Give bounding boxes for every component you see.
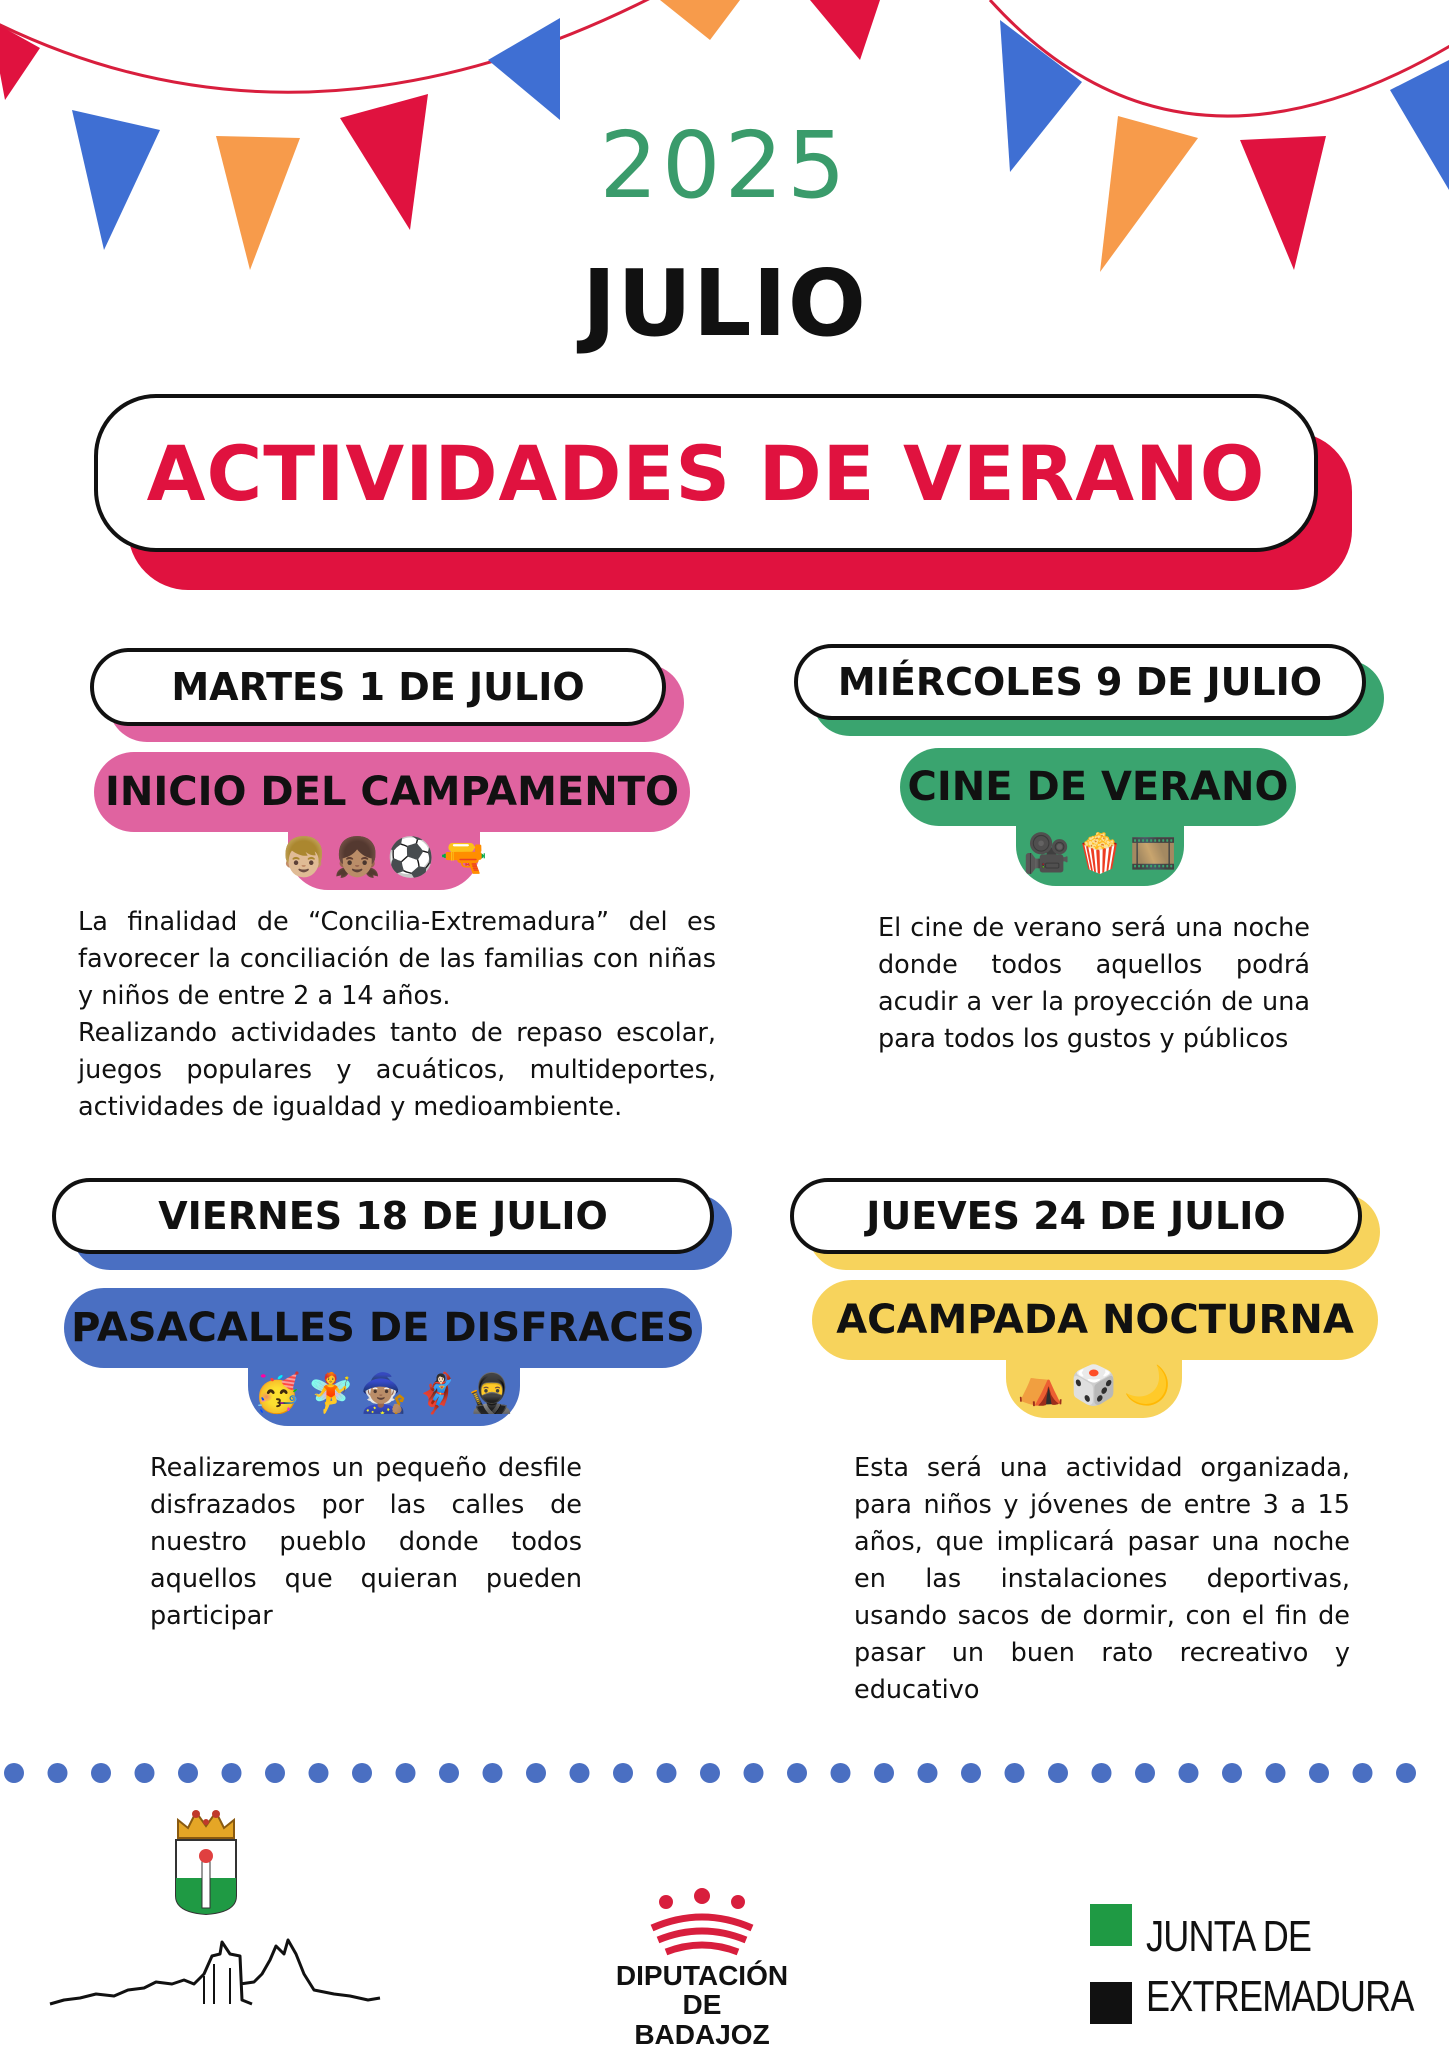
event-3-activity: PASACALLES DE DISFRACES [71, 1305, 695, 1351]
emoji-icon: 🍿 [1076, 830, 1124, 875]
diputacion-emblem-icon [612, 1888, 792, 1958]
event-3-description-p1: Realizaremos un pequeño desfile disfrazados por las calles de nuestro pueblo donde todos aquellos que quieran pueden participar [150, 1453, 582, 1631]
divider-dot [1092, 1763, 1112, 1783]
divider-dot [657, 1763, 677, 1783]
divider-dot [48, 1763, 68, 1783]
emoji-icon: 👦🏼 [280, 834, 328, 879]
event-4-description-p1: Esta será una actividad organizada, para niños y jóvenes de entre 3 a 15 años, que implicará pasar una noche en las instalaciones deportivas, usando sacos de dormir, con el fin de pasar un buen rato recreativo y educativo [854, 1453, 1350, 1705]
divider-dot [178, 1763, 198, 1783]
town-coat-of-arms-logo [44, 1804, 384, 2024]
emoji-icon: 🎲 [1070, 1362, 1118, 1407]
junta-black-square-icon [1090, 1982, 1132, 2024]
junta-name-line2: EXTREMADURA [1146, 1972, 1414, 2021]
divider-dot [1309, 1763, 1329, 1783]
divider-dot [135, 1763, 155, 1783]
divider-dot [352, 1763, 372, 1783]
divider-dot [1396, 1763, 1416, 1783]
divider-dot [396, 1763, 416, 1783]
event-1-description [78, 904, 716, 1126]
divider-dot [700, 1763, 720, 1783]
divider-dots [4, 1763, 1416, 1783]
event-1-date-pill [90, 648, 666, 726]
event-2-date-pill [794, 644, 1366, 720]
diputacion-name-line1: DIPUTACIÓN [615, 1960, 789, 1991]
emoji-icon: 🎞️ [1129, 830, 1177, 875]
divider-dot [831, 1763, 851, 1783]
event-4-description [854, 1450, 1350, 1709]
emoji-icon: 🎥 [1023, 830, 1071, 875]
event-4-emoji-tab [1006, 1352, 1182, 1418]
emoji-icon: 🥷 [466, 1370, 515, 1415]
divider-dot [570, 1763, 590, 1783]
event-2-activity: CINE DE VERANO [907, 764, 1289, 810]
event-4-date: JUEVES 24 DE JULIO [866, 1194, 1286, 1238]
month-heading: JULIO [582, 250, 867, 357]
emoji-icon: 🌙 [1123, 1362, 1171, 1407]
event-3-activity-pill [64, 1288, 702, 1368]
junta-name-line1: JUNTA DE [1146, 1912, 1312, 1961]
divider-dot [1048, 1763, 1068, 1783]
emoji-icon: 🧙🏽 [360, 1370, 408, 1415]
event-1-activity-pill [94, 752, 690, 832]
diputacion-badajoz-logo [612, 1888, 792, 2050]
event-3-emoji-tab [248, 1360, 520, 1426]
divider-dot [1222, 1763, 1242, 1783]
bunting-flag [810, 0, 880, 60]
junta-green-square-icon [1090, 1904, 1132, 1946]
emoji-icon: ⛺ [1017, 1362, 1065, 1407]
divider-dot [309, 1763, 329, 1783]
divider-dot [1353, 1763, 1373, 1783]
emoji-icon: 🔫 [440, 834, 488, 879]
title-banner [94, 394, 1318, 552]
event-2-emoji-tab [1016, 820, 1184, 886]
event-2-date: MIÉRCOLES 9 DE JULIO [837, 660, 1323, 704]
event-4-date-pill [790, 1178, 1362, 1254]
dotted-divider [0, 1758, 1449, 1788]
event-3-date-pill [52, 1178, 714, 1254]
event-4-activity-pill [812, 1280, 1378, 1360]
divider-dot [4, 1763, 24, 1783]
page-title: ACTIVIDADES DE VERANO [146, 428, 1266, 518]
event-1-description-p2: Realizando actividades tanto de repaso escolar, juegos populares y acuáticos, multideportes, actividades de igualdad y medioambiente. [78, 1018, 716, 1122]
divider-dot [1135, 1763, 1155, 1783]
divider-dot [787, 1763, 807, 1783]
divider-dot [526, 1763, 546, 1783]
bunting-flag [0, 20, 40, 100]
event-1-activity: INICIO DEL CAMPAMENTO [105, 769, 679, 815]
divider-dot [483, 1763, 503, 1783]
emoji-icon: 🧚 [307, 1370, 355, 1415]
divider-dot [1179, 1763, 1199, 1783]
event-2-description [878, 910, 1310, 1058]
event-4-activity: ACAMPADA NOCTURNA [836, 1297, 1354, 1343]
divider-dot [439, 1763, 459, 1783]
event-2-description-p1: El cine de verano será una noche donde todos aquellos podrá acudir a ver la proyección de una para todos los gustos y públicos [878, 913, 1310, 1054]
divider-dot [613, 1763, 633, 1783]
emoji-icon: 🥳 [253, 1370, 301, 1415]
event-3-description [150, 1450, 582, 1635]
emoji-icon: 🦸🏻‍♀️ [413, 1370, 461, 1415]
divider-dot [1266, 1763, 1286, 1783]
emoji-icon: ⚽ [387, 834, 435, 879]
event-1-date: MARTES 1 DE JULIO [171, 665, 585, 709]
divider-dot [222, 1763, 242, 1783]
year-heading: 2025 [599, 112, 850, 219]
divider-dot [918, 1763, 938, 1783]
event-2-activity-pill [900, 748, 1296, 826]
event-3-date: VIERNES 18 DE JULIO [158, 1194, 608, 1238]
divider-dot [91, 1763, 111, 1783]
event-1-description-p1: La finalidad de “Concilia-Extremadura” del es favorecer la conciliación de las familias con niñas y niños de entre 2 a 14 años. [78, 907, 716, 1011]
divider-dot [961, 1763, 981, 1783]
divider-dot [1005, 1763, 1025, 1783]
divider-dot [265, 1763, 285, 1783]
divider-dot [744, 1763, 764, 1783]
emoji-icon: 👧🏽 [333, 834, 381, 879]
divider-dot [874, 1763, 894, 1783]
bunting-flag [488, 18, 560, 120]
diputacion-name-line2: DE BADAJOZ [634, 1989, 770, 2050]
bunting-flag [660, 0, 740, 40]
event-1-emoji-tab [280, 824, 488, 890]
junta-extremadura-logo [1090, 1904, 1414, 2024]
